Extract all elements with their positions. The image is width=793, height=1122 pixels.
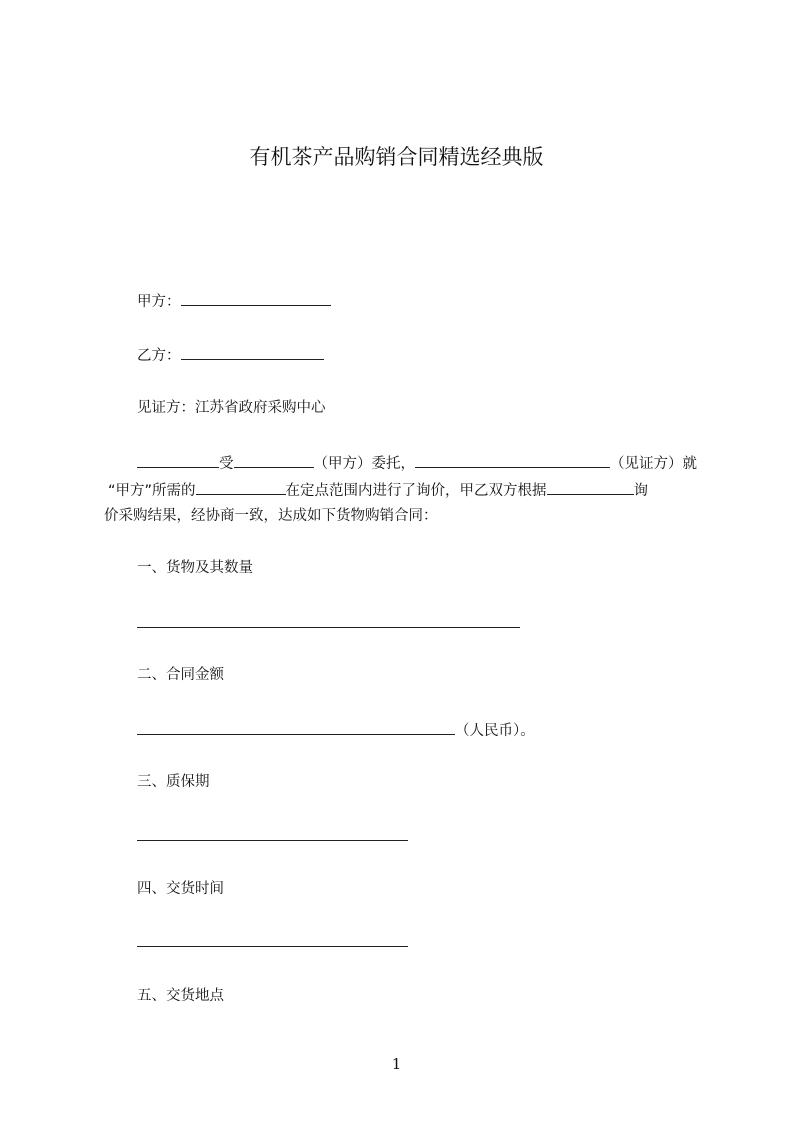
party-b-line xyxy=(137,344,324,366)
intro-blank-3[interactable] xyxy=(415,452,610,468)
intro-blank-2[interactable] xyxy=(234,452,314,468)
intro-text-1: 受 xyxy=(219,456,234,472)
section-2-amount-line xyxy=(137,719,535,741)
document-title: 有机茶产品购销合同精选经典版 xyxy=(249,145,544,169)
witness-value: 江苏省政府采购中心 xyxy=(195,400,326,416)
party-a-blank[interactable] xyxy=(181,290,331,306)
intro-text-2: （甲方）委托， xyxy=(313,456,415,472)
section-2-heading: 二、合同金额 xyxy=(137,667,224,683)
intro-text-5: 在定点范围内进行了询价，甲乙双方根据 xyxy=(285,483,547,499)
party-b-blank[interactable] xyxy=(181,344,324,360)
section-1-blank[interactable] xyxy=(137,627,520,628)
intro-text-6: 询 xyxy=(633,483,649,499)
section-5-heading: 五、交货地点 xyxy=(137,988,224,1004)
intro-text-4: “甲方”所需的 xyxy=(108,483,196,499)
page-number: 1 xyxy=(391,1055,402,1073)
intro-blank-5[interactable] xyxy=(547,479,634,495)
intro-line-2 xyxy=(108,479,648,501)
party-b-label: 乙方： xyxy=(137,348,181,364)
party-a-label: 甲方： xyxy=(137,294,181,310)
party-a-line xyxy=(137,290,331,312)
intro-line-1 xyxy=(137,452,697,474)
witness-label: 见证方： xyxy=(137,400,195,416)
intro-blank-4[interactable] xyxy=(196,479,286,495)
section-3-heading: 三、质保期 xyxy=(137,774,210,790)
section-4-heading: 四、交货时间 xyxy=(137,881,224,897)
section-3-blank[interactable] xyxy=(137,840,408,841)
section-2-suffix: （人民币）。 xyxy=(455,723,535,739)
witness-line xyxy=(137,398,326,418)
intro-text-3: （见证方）就 xyxy=(610,456,697,472)
section-4-blank[interactable] xyxy=(137,946,408,947)
section-1-heading: 一、货物及其数量 xyxy=(137,560,253,576)
section-2-blank[interactable] xyxy=(137,719,455,735)
intro-line-3: 价采购结果，经协商一致，达成如下货物购销合同： xyxy=(104,508,438,524)
intro-blank-1[interactable] xyxy=(137,452,219,468)
